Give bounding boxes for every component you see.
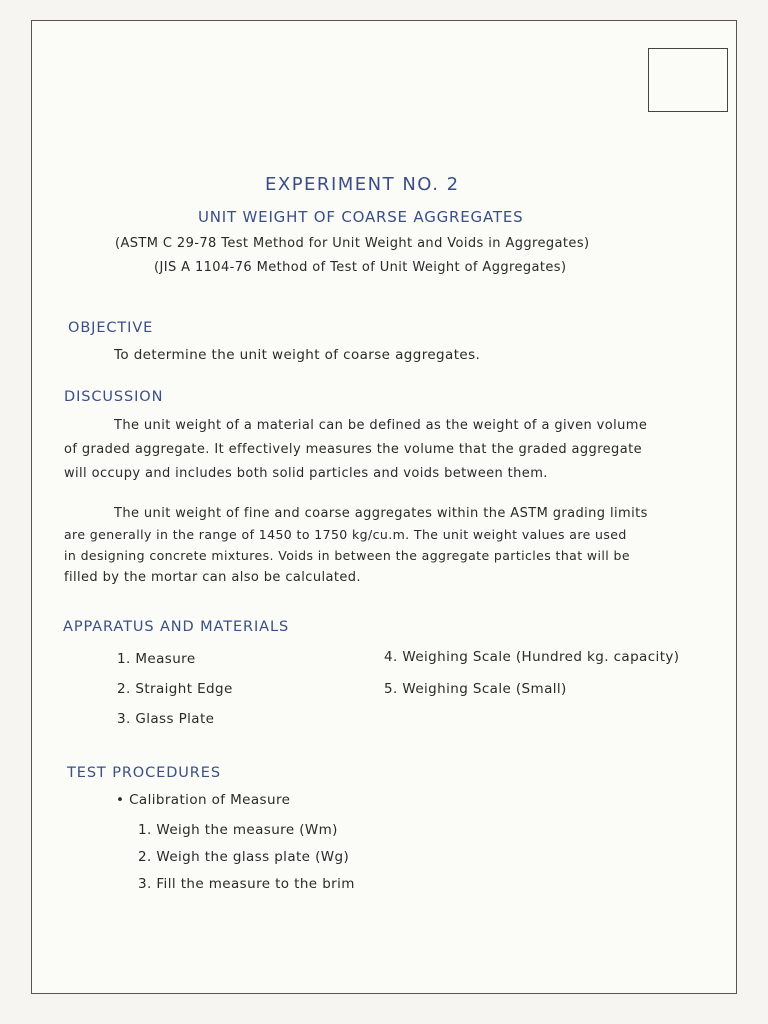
apparatus-item: 5. Weighing Scale (Small): [384, 681, 567, 697]
apparatus-item: 1. Measure: [117, 651, 196, 667]
discussion-line: The unit weight of fine and coarse aggregates within the ASTM grading limits: [114, 506, 648, 521]
procedure-bullet-label: Calibration of Measure: [129, 792, 291, 808]
discussion-line: in designing concrete mixtures. Voids in between the aggregate particles that will be: [64, 548, 630, 563]
procedures-heading: TEST PROCEDURES: [67, 765, 221, 781]
discussion-heading: DISCUSSION: [64, 389, 164, 405]
apparatus-item: 2. Straight Edge: [117, 681, 233, 697]
procedure-step: 2. Weigh the glass plate (Wg): [138, 849, 350, 865]
discussion-line: will occupy and includes both solid particles and voids between them.: [64, 466, 548, 481]
procedure-bullet: [116, 792, 290, 808]
jis-standard: (JIS A 1104-76 Method of Test of Unit Weight of Aggregates): [154, 260, 567, 275]
discussion-line: filled by the mortar can also be calculated.: [64, 570, 361, 585]
discussion-line: are generally in the range of 1450 to 1750 kg/cu.m. The unit weight values are used: [64, 527, 627, 542]
objective-heading: OBJECTIVE: [68, 320, 154, 336]
experiment-title: EXPERIMENT NO. 2: [265, 174, 460, 195]
apparatus-item: 3. Glass Plate: [117, 711, 215, 727]
bullet-icon: •: [116, 792, 125, 808]
apparatus-item: 4. Weighing Scale (Hundred kg. capacity): [384, 649, 680, 665]
discussion-line: The unit weight of a material can be defined as the weight of a given volume: [114, 418, 648, 433]
astm-standard: (ASTM C 29-78 Test Method for Unit Weight and Voids in Aggregates): [115, 236, 590, 251]
procedure-step: 1. Weigh the measure (Wm): [138, 822, 338, 838]
discussion-line: of graded aggregate. It effectively measures the volume that the graded aggregate: [64, 442, 642, 457]
grade-box: [648, 48, 728, 112]
apparatus-heading: APPARATUS AND MATERIALS: [63, 619, 290, 635]
objective-text: To determine the unit weight of coarse aggregates.: [114, 347, 481, 363]
procedure-step: 3. Fill the measure to the brim: [138, 876, 355, 892]
experiment-subtitle: UNIT WEIGHT OF COARSE AGGREGATES: [198, 208, 524, 226]
